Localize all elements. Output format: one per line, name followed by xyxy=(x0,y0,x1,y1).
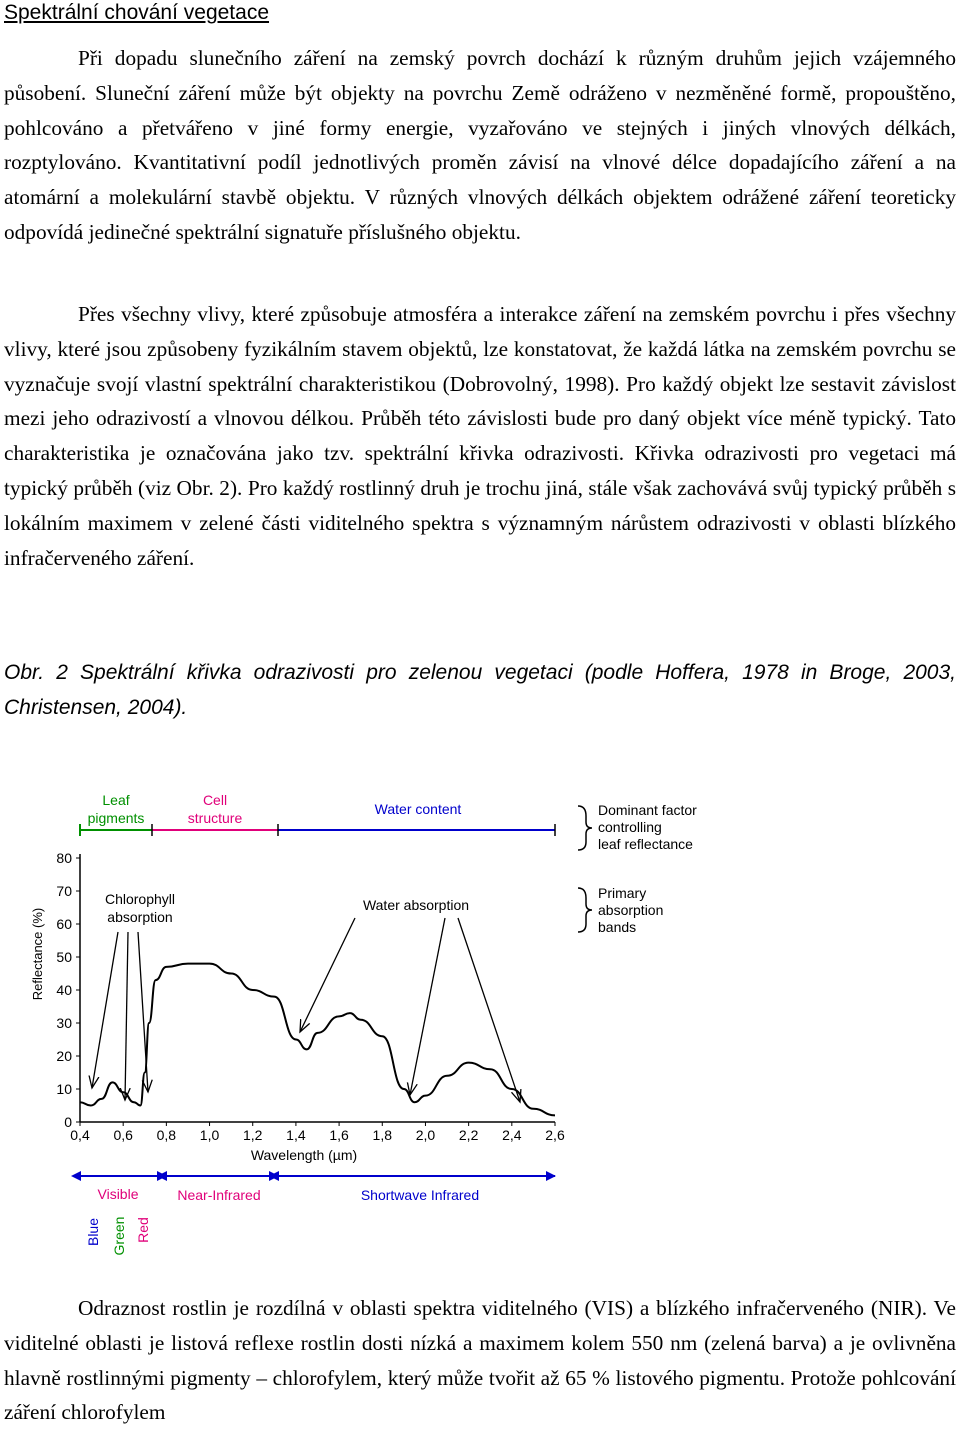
y-tick-label: 60 xyxy=(56,916,72,932)
y-tick-label: 40 xyxy=(56,982,72,998)
absorption-arrow xyxy=(92,932,118,1088)
paragraph-spectral-curve: Přes všechny vlivy, které způsobuje atmosféra a interakce záření na zemském povrchu i přes všechny vlivy, které jsou způsobeny fyzikálním stavem objektů, lze konstatovat, že každá látka na zemském povrchu se vyznačuje svojí vlastní spektrální charakteristikou (Dobrovolný, 1998). Pro každý objekt lze sestavit závislost mezi jeho odrazivostí a vlnovou délkou. Průběh této závislosti bude pro daný objekt více méně typický. Tato charakteristika je označována jako tzv. spektrální křivka odrazivosti. Křivka odrazivosti pro vegetaci má typický průběh (viz Obr. 2). Pro každý rostlinný druh je trochu jiná, stále však zachovává svůj typický průběh s lokálním maximem v zelené části viditelného spektra s významným nárůstem odrazivosti v oblasti blízkého infračerveného záření. xyxy=(4,302,956,570)
y-tick-label: 20 xyxy=(56,1048,72,1064)
label-visible: Visible xyxy=(97,1186,139,1202)
figure-caption: Obr. 2 Spektrální křivka odrazivosti pro zelenou vegetaci (podle Hoffera, 1978 in Broge, 2003, Christensen, 2004). xyxy=(4,661,956,719)
x-tick-label: 1,8 xyxy=(372,1127,393,1143)
label-red: Red xyxy=(135,1217,151,1243)
x-tick-label: 0,4 xyxy=(70,1127,90,1143)
paragraph-intro: Při dopadu slunečního záření na zemský povrch dochází k různým druhům jejich vzájemného působení. Sluneční záření může být objekty na povrchu Země odráženo v nezměněné formě, propouštěno, pohlcováno a přetvářeno v jiné formy energie, vyzařováno ve stejných i jiných vlnových délkách, rozptylováno. Kvantitativní podíl jednotlivých proměn závisí na vlnové délce dopadajícího záření a na atomární a molekulární stavbě objektu. V různých vlnových délkách objektem odrážené záření teoreticky odpovídá jedinečné spektrální signatuře příslušného objektu. xyxy=(4,46,956,244)
x-tick-label: 1,0 xyxy=(199,1127,220,1143)
reflectance-figure xyxy=(0,770,960,1280)
label-water-absorption: Water absorption xyxy=(362,897,470,913)
section-heading: Spektrální chování vegetace xyxy=(4,1,270,24)
brace-dominant xyxy=(578,806,592,850)
y-tick-label: 0 xyxy=(64,1114,72,1130)
label-leaf-pigments: Leaf xyxy=(102,792,130,808)
label-leaf-pigments-2: pigments xyxy=(87,810,145,826)
x-tick-label: 1,6 xyxy=(329,1127,349,1143)
absorption-arrow xyxy=(410,918,445,1095)
y-tick-label: 80 xyxy=(56,850,72,866)
y-tick-label: 70 xyxy=(56,883,72,899)
label-primary-bands-3: bands xyxy=(598,919,637,935)
absorption-arrow xyxy=(300,918,355,1032)
x-tick-label: 1,4 xyxy=(286,1127,306,1143)
label-primary-bands-2: absorption xyxy=(598,902,664,918)
label-shortwave-infrared: Shortwave Infrared xyxy=(360,1187,480,1203)
absorption-arrow xyxy=(458,918,520,1102)
y-tick-label: 50 xyxy=(56,949,72,965)
label-water-content: Water content xyxy=(374,801,462,817)
x-tick-label: 2,4 xyxy=(502,1127,522,1143)
label-chlorophyll-absorption-2: absorption xyxy=(107,909,173,925)
x-axis-label: Wavelength (µm) xyxy=(250,1147,358,1163)
label-green: Green xyxy=(111,1216,127,1256)
y-tick-label: 30 xyxy=(56,1015,72,1031)
absorption-arrow xyxy=(125,932,128,1100)
x-tick-label: 0,8 xyxy=(156,1127,177,1143)
x-tick-label: 0,6 xyxy=(113,1127,133,1143)
label-chlorophyll-absorption: Chlorophyll xyxy=(104,891,176,907)
x-tick-label: 2,2 xyxy=(458,1127,479,1143)
label-cell-structure: Cell xyxy=(202,792,228,808)
label-dominant-factor-3: leaf reflectance xyxy=(598,836,693,852)
label-dominant-factor: Dominant factor xyxy=(598,802,697,818)
label-blue: Blue xyxy=(85,1217,101,1247)
paragraph-vis-nir: Odraznost rostlin je rozdílná v oblasti spektra viditelného (VIS) a blízkého infračerveného (NIR). Ve viditelné oblasti je listová reflexe rostlin dosti nízká a maximem kolem 550 nm (zelená barva) a je ovlivněna hlavně rostlinnými pigmenty – chlorofylem, který může tvořit až 65 % listového pigmentu. Protože pohlcování záření chlorofylem xyxy=(4,1296,956,1425)
x-tick-label: 2,6 xyxy=(545,1127,565,1143)
reflectance-curve xyxy=(80,964,555,1116)
y-tick-label: 10 xyxy=(56,1081,72,1097)
label-dominant-factor-2: controlling xyxy=(598,819,662,835)
y-axis-label: Reflectance (%) xyxy=(30,907,45,1001)
label-cell-structure-2: structure xyxy=(187,810,243,826)
label-near-infrared: Near-Infrared xyxy=(177,1187,261,1203)
x-tick-label: 2,0 xyxy=(415,1127,436,1143)
x-tick-label: 1,2 xyxy=(242,1127,263,1143)
label-primary-bands: Primary xyxy=(598,885,647,901)
brace-primary xyxy=(578,888,592,932)
